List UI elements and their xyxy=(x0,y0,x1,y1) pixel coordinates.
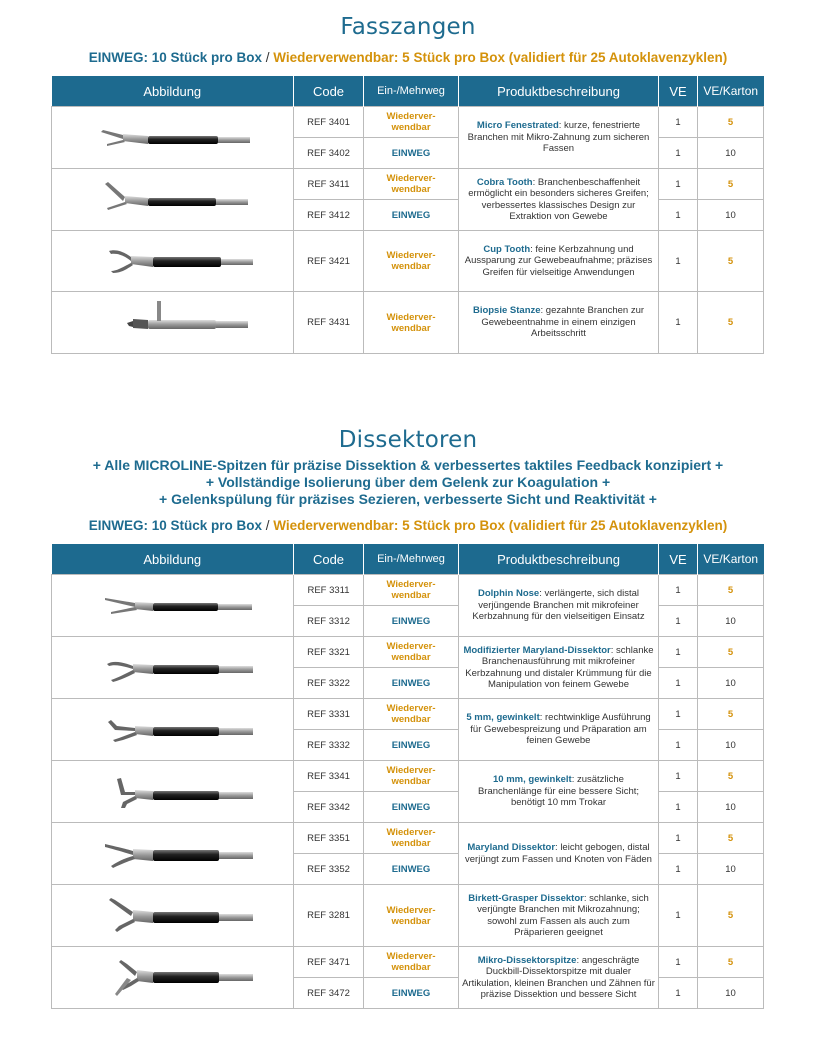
ve-cell: 1 xyxy=(659,978,698,1009)
product-name: 5 mm, gewinkelt xyxy=(466,712,540,724)
instrument-image xyxy=(52,292,294,354)
ve-cell: 1 xyxy=(659,699,698,730)
ve-cell: 1 xyxy=(659,575,698,606)
description-cell xyxy=(459,231,659,292)
ve-cell: 1 xyxy=(659,138,698,169)
product-text: : zusätzliche Branchenlänge für eine bessere Sicht; benötigt 10 mm Trokar xyxy=(477,774,640,809)
code-cell: REF 3471 xyxy=(294,947,364,978)
feature-bullet: + Gelenkspülung für präzises Sezieren, verbesserte Sicht und Reaktivität + xyxy=(159,491,657,507)
separator: / xyxy=(262,518,274,533)
product-name: Biopsie Stanze xyxy=(472,305,541,317)
table-row xyxy=(52,947,764,978)
code-cell: REF 3312 xyxy=(294,606,364,637)
vk-cell: 10 xyxy=(698,606,764,637)
type-cell: Wiederver- wendbar xyxy=(364,637,459,668)
type-cell: EINWEG xyxy=(364,138,459,169)
table-row xyxy=(52,107,764,138)
code-cell: REF 3321 xyxy=(294,637,364,668)
code-cell: REF 3421 xyxy=(294,231,364,292)
code-cell: REF 3401 xyxy=(294,107,364,138)
ve-cell: 1 xyxy=(659,200,698,231)
ve-cell: 1 xyxy=(659,947,698,978)
code-cell: REF 3411 xyxy=(294,169,364,200)
vk-cell: 5 xyxy=(698,699,764,730)
code-cell: REF 3351 xyxy=(294,823,364,854)
code-cell: REF 3322 xyxy=(294,668,364,699)
vk-cell: 5 xyxy=(698,292,764,354)
ve-cell: 1 xyxy=(659,761,698,792)
vk-cell: 5 xyxy=(698,885,764,947)
type-cell: EINWEG xyxy=(364,668,459,699)
code-cell: REF 3331 xyxy=(294,699,364,730)
einweg-info: EINWEG: 10 Stück pro Box xyxy=(88,50,262,65)
dissector-image xyxy=(53,948,293,1008)
feature-bullet: + Alle MICROLINE-Spitzen für präzise Dissektion & verbessertes taktiles Feedback konzipiert + xyxy=(92,457,724,473)
product-text: : schlanke Branchenausführung mit mikrofeiner Kerbzahnung und distaler Krümmung für die Manipulation von feinem Gewebe xyxy=(465,644,654,690)
code-cell: REF 3341 xyxy=(294,761,364,792)
table-row xyxy=(52,169,764,200)
section-title-fasszangen: Fasszangen xyxy=(340,14,476,40)
header-code: Code xyxy=(294,76,364,107)
ve-cell: 1 xyxy=(659,107,698,138)
ve-cell: 1 xyxy=(659,823,698,854)
product-name: Maryland Dissektor xyxy=(467,842,556,853)
ve-cell: 1 xyxy=(659,885,698,947)
header-abbildung: Abbildung xyxy=(52,544,294,575)
vk-cell: 10 xyxy=(698,854,764,885)
product-text: : kurze, fenestrierte Branchen mit Mikro-Zahnung zum sicheren Fassen xyxy=(467,120,650,155)
packaging-info xyxy=(0,50,816,65)
product-name: Dolphin Nose xyxy=(477,588,540,600)
dissektoren-table xyxy=(51,544,764,1009)
grasper-image xyxy=(53,170,293,230)
instrument-image xyxy=(52,637,294,699)
instrument-image xyxy=(52,575,294,637)
table-row xyxy=(52,761,764,792)
header-abbildung: Abbildung xyxy=(52,76,294,107)
grasper-image xyxy=(53,231,293,291)
grasper-image xyxy=(53,108,293,168)
dissector-image xyxy=(53,762,293,822)
ve-cell: 1 xyxy=(659,231,698,292)
header-ein-mehrweg: Ein-/Mehrweg xyxy=(364,76,459,107)
type-cell: Wiederver- wendbar xyxy=(364,761,459,792)
description-cell xyxy=(459,823,659,885)
table-row xyxy=(52,885,764,947)
code-cell: REF 3352 xyxy=(294,854,364,885)
code-cell: REF 3281 xyxy=(294,885,364,947)
description-cell xyxy=(459,292,659,354)
code-cell: REF 3332 xyxy=(294,730,364,761)
fasszangen-table xyxy=(51,76,764,354)
table-row xyxy=(52,575,764,606)
wiederverwendbar-info: Wiederverwendbar: 5 Stück pro Box (validiert für 25 Autoklavenzyklen) xyxy=(273,50,728,65)
feature-bullet: + Vollständige Isolierung über dem Gelenk zur Koagulation + xyxy=(205,474,611,490)
table-row xyxy=(52,231,764,292)
product-name: 10 mm, gewinkelt xyxy=(493,774,572,786)
code-cell: REF 3412 xyxy=(294,200,364,231)
vk-cell: 10 xyxy=(698,138,764,169)
instrument-image xyxy=(52,169,294,231)
type-cell: Wiederver- wendbar xyxy=(364,823,459,854)
description-cell xyxy=(459,169,659,231)
code-cell: REF 3402 xyxy=(294,138,364,169)
product-text: : leicht gebogen, distal verjüngt zum Fassen und Knoten von Fäden xyxy=(465,842,652,865)
description-cell xyxy=(459,947,659,1009)
type-cell: Wiederver- wendbar xyxy=(364,947,459,978)
type-cell: Wiederver- wendbar xyxy=(364,107,459,138)
type-cell: Wiederver- wendbar xyxy=(364,885,459,947)
type-cell: EINWEG xyxy=(364,730,459,761)
table-header xyxy=(52,76,764,107)
product-text: : feine Kerbzahnung und Aussparung zur Gewebeaufnahme; präzises Greifen für vielseitige Anwendungen xyxy=(464,243,653,278)
einweg-info: EINWEG: 10 Stück pro Box xyxy=(88,518,262,533)
product-text: : gezahnte Branchen zur Gewebeentnahme in einem einzigen Arbeitsschritt xyxy=(481,305,645,340)
type-cell: EINWEG xyxy=(364,978,459,1009)
ve-cell: 1 xyxy=(659,606,698,637)
instrument-image xyxy=(52,947,294,1009)
instrument-image xyxy=(52,761,294,823)
vk-cell: 10 xyxy=(698,200,764,231)
vk-cell: 5 xyxy=(698,947,764,978)
instrument-image xyxy=(52,699,294,761)
product-text: : schlanke, sich verjüngte Branchen mit Mikrozahnung; sowohl zum Fassen als auch zum Präparieren geeignet xyxy=(477,892,649,938)
vk-cell: 10 xyxy=(698,730,764,761)
product-name: Micro Fenestrated xyxy=(476,120,559,132)
header-produktbeschreibung: Produktbeschreibung xyxy=(459,76,659,107)
ve-cell: 1 xyxy=(659,854,698,885)
product-text: : angeschrägte Duckbill-Dissektorspitze mit dualer Artikulation, kleinen Branchen und Zähnen für präzise Dissektion und bessere Sicht xyxy=(462,954,655,1000)
ve-cell: 1 xyxy=(659,730,698,761)
product-name: Modifizierter Maryland-Dissektor xyxy=(463,644,611,656)
vk-cell: 5 xyxy=(698,637,764,668)
type-cell: EINWEG xyxy=(364,854,459,885)
product-text: : Branchenbeschaffenheit ermöglicht ein besonders sicheres Greifen; verbessertes klassisches Design zur Extraktion von Gewebe xyxy=(468,176,649,222)
description-cell xyxy=(459,761,659,823)
table-row xyxy=(52,823,764,854)
dissector-image xyxy=(53,576,293,636)
ve-cell: 1 xyxy=(659,668,698,699)
section-title-dissektoren: Dissektoren xyxy=(338,427,478,453)
code-cell: REF 3342 xyxy=(294,792,364,823)
header-ein-mehrweg: Ein-/Mehrweg xyxy=(364,544,459,575)
product-text: : verlängerte, sich distal verjüngende Branchen mit mikrofeiner Kerbzahnung für den vielseitigen Einsatz xyxy=(472,588,645,623)
type-cell: Wiederver- wendbar xyxy=(364,292,459,354)
separator: / xyxy=(262,50,274,65)
vk-cell: 5 xyxy=(698,761,764,792)
product-name: Mikro-Dissektorspitze xyxy=(477,954,577,966)
header-ve: VE xyxy=(659,76,698,107)
type-cell: Wiederver- wendbar xyxy=(364,699,459,730)
description-cell xyxy=(459,637,659,699)
vk-cell: 10 xyxy=(698,668,764,699)
wiederverwendbar-info: Wiederverwendbar: 5 Stück pro Box (validiert für 25 Autoklavenzyklen) xyxy=(273,518,728,533)
vk-cell: 5 xyxy=(698,231,764,292)
type-cell: EINWEG xyxy=(364,606,459,637)
table-row xyxy=(52,637,764,668)
vk-cell: 10 xyxy=(698,792,764,823)
product-name: Cobra Tooth xyxy=(476,176,533,188)
header-produktbeschreibung: Produktbeschreibung xyxy=(459,544,659,575)
type-cell: Wiederver- wendbar xyxy=(364,575,459,606)
type-cell: Wiederver- wendbar xyxy=(364,231,459,292)
instrument-image xyxy=(52,231,294,292)
header-ve: VE xyxy=(659,544,698,575)
type-cell: Wiederver- wendbar xyxy=(364,169,459,200)
type-cell: EINWEG xyxy=(364,200,459,231)
code-cell: REF 3431 xyxy=(294,292,364,354)
ve-cell: 1 xyxy=(659,292,698,354)
biopsy-punch-image xyxy=(53,293,293,353)
description-cell xyxy=(459,107,659,169)
header-code: Code xyxy=(294,544,364,575)
description-cell xyxy=(459,699,659,761)
code-cell: REF 3472 xyxy=(294,978,364,1009)
ve-cell: 1 xyxy=(659,637,698,668)
product-text: : rechtwinklige Ausführung für Gewebespreizung und Präparation am feinen Gewebe xyxy=(470,712,651,747)
code-cell: REF 3311 xyxy=(294,575,364,606)
dissector-image xyxy=(53,824,293,884)
ve-cell: 1 xyxy=(659,792,698,823)
table-row xyxy=(52,699,764,730)
packaging-info xyxy=(0,518,816,533)
table-header xyxy=(52,544,764,575)
description-cell xyxy=(459,885,659,947)
product-name: Cup Tooth xyxy=(483,243,531,255)
vk-cell: 5 xyxy=(698,575,764,606)
dissector-image xyxy=(53,638,293,698)
vk-cell: 5 xyxy=(698,169,764,200)
product-name: Birkett-Grasper Dissektor xyxy=(468,892,584,904)
instrument-image xyxy=(52,885,294,947)
dissector-image xyxy=(53,700,293,760)
vk-cell: 10 xyxy=(698,978,764,1009)
instrument-image xyxy=(52,823,294,885)
vk-cell: 5 xyxy=(698,823,764,854)
vk-cell: 5 xyxy=(698,107,764,138)
description-cell xyxy=(459,575,659,637)
ve-cell: 1 xyxy=(659,169,698,200)
table-row xyxy=(52,292,764,354)
header-ve-karton: VE/Karton xyxy=(698,544,764,575)
instrument-image xyxy=(52,107,294,169)
type-cell: EINWEG xyxy=(364,792,459,823)
header-ve-karton: VE/Karton xyxy=(698,76,764,107)
dissector-image xyxy=(53,886,293,946)
